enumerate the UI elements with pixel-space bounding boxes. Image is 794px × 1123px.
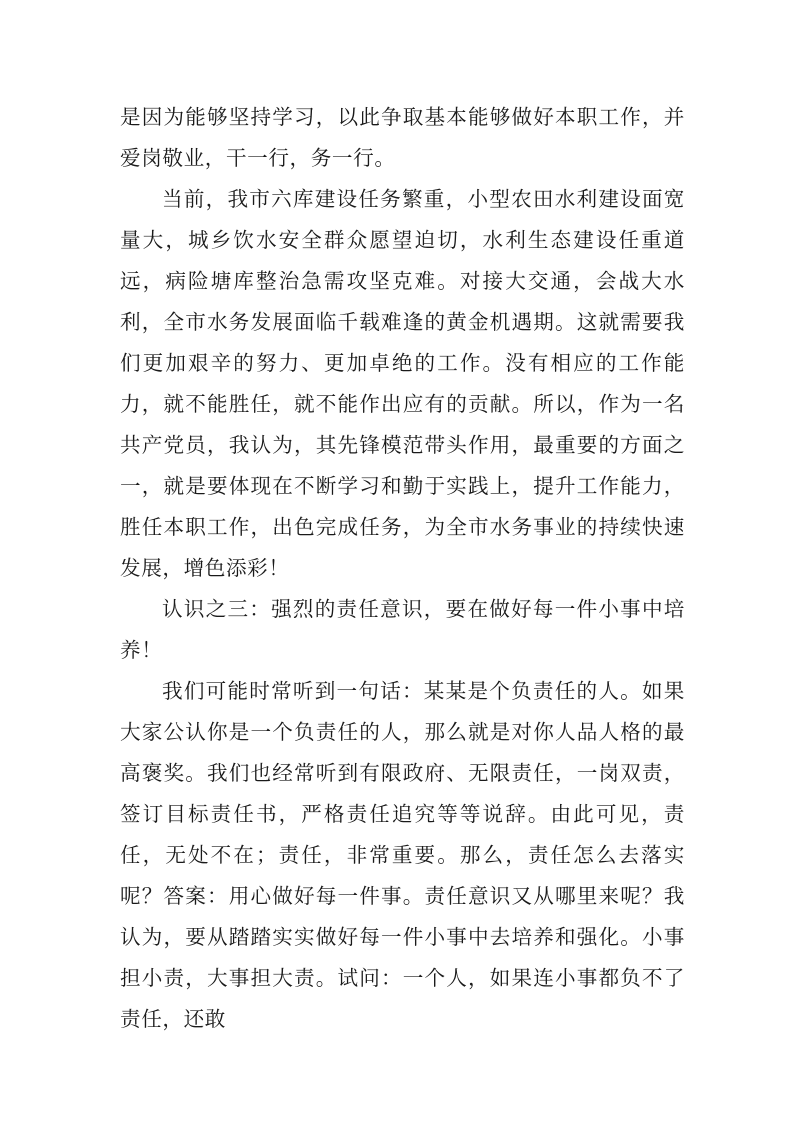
paragraph-continuation: 是因为能够坚持学习，以此争取基本能够做好本职工作，并爱岗敬业，干一行，务一行。 [120, 105, 685, 170]
document-body [120, 97, 685, 1040]
paragraph-current-tasks: 当前，我市六库建设任务繁重，小型农田水利建设面宽量大，城乡饮水安全群众愿望迫切，水利生态建设任重道远，病险塘库整治急需攻坚克难。对接大交通，会战大水利，全市水务发展面临千载难逢的黄金机遇期。这就需要我们更加艰辛的努力、更加卓绝的工作。没有相应的工作能力，就不能胜任，就不能作出应有的贡献。所以，作为一名共产党员，我认为，其先锋模范带头作用，最重要的方面之一，就是要体现在不断学习和勤于实践上，提升工作能力，胜任本职工作，出色完成任务，为全市水务事业的持续快速发展，增色添彩！ [120, 187, 685, 580]
paragraph-heading-third-insight: 认识之三：强烈的责任意识，要在做好每一件小事中培养！ [120, 597, 685, 662]
paragraph-responsibility: 我们可能时常听到一句话：某某是个负责任的人。如果大家公认你是一个负责任的人，那么就是对你人品人格的最高褒奖。我们也经常听到有限政府、无限责任，一岗双责，签订目标责任书，严格责任追究等等说辞。由此可见，责任，无处不在；责任，非常重要。那么，责任怎么去落实呢？答案：用心做好每一件事。责任意识又从哪里来呢？我认为，要从踏踏实实做好每一件小事中去培养和强化。小事担小责，大事担大责。试问：一个人，如果连小事都负不了责任，还敢 [120, 679, 685, 1031]
